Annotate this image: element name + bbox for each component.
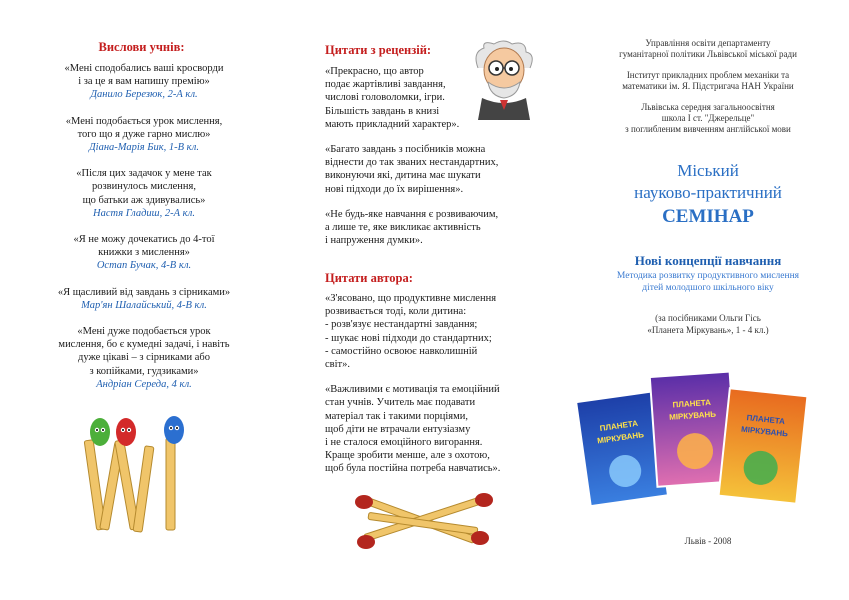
professor-illustration [470, 38, 540, 120]
review-paragraph: «Багато завдань з посібників можна віднести до так званих нестандартних, виконуючи які, дитина має шукати нові підходи до їх вирішення». [325, 144, 499, 195]
seminar-title-main: СЕМІНАР [662, 206, 754, 227]
student-quote [30, 286, 258, 312]
review-paragraph: «Прекрасно, що автор подає жартівливі завдання, числові головоломки, ігри. Більшість завдань в книзі мають прикладний характер». [325, 66, 460, 130]
organizer-3: Львівська середня загальноосвітня школа І ст. "Джерельце" з поглибленим вивченням англійської мови [625, 102, 791, 134]
crossed-matches-illustration [348, 490, 498, 550]
svg-text:ПЛАНЕТА: ПЛАНЕТА [672, 397, 712, 410]
student-quote-text: «Мені сподобались ваші кросворди і за це я вам напишу премію» [64, 63, 224, 88]
svg-text:МІРКУВАНЬ: МІРКУВАНЬ [668, 409, 717, 422]
reviews-heading: Цитати з рецензій: [325, 43, 432, 57]
student-quote [30, 115, 258, 155]
student-quotes-list [30, 62, 258, 404]
student-quote-text: «Мені подобається урок мислення, того що я дуже гарно мислю» [65, 115, 223, 140]
review-paragraph: «Не будь-яке навчання є розвиваючим, а лише те, яке викликає активність і напруження думки». [325, 208, 499, 247]
matches-m-illustration [70, 412, 210, 532]
method-description: Методика розвитку продуктивного мислення дітей молодшого шкільного віку [616, 271, 800, 293]
student-quote-author: Настя Гладиш, 2-А кл. [93, 207, 195, 219]
student-quote [30, 167, 258, 220]
student-quote-author: Мар'ян Шалайський, 4-В кл. [81, 299, 207, 311]
student-quote-text: «Мені дуже подобається урок мислення, бо є кумедні задачі, і навіть дуже цікаві – з сірниками або з копійками, гудзиками» [58, 326, 230, 377]
author-paragraph: «З'ясовано, що продуктивне мислення розвивається тоді, коли дитина: - розв'язує нестандартні завдання; - шукає нові підходи до стандартних; - самостійно освоює навколишній світ». [325, 293, 497, 371]
seminar-subtitle: Нові концепції навчання [634, 253, 782, 268]
book-cover-3 [719, 388, 808, 504]
books-note: (за посібниками Ольги Гісь «Планета Міркувань», 1 - 4 кл.) [647, 313, 769, 335]
student-quote-author: Діана-Марія Бик, 1-В кл. [88, 142, 200, 154]
student-quote-author: Данило Березюк, 2-А кл. [90, 89, 198, 101]
student-quote [30, 233, 258, 273]
student-quote [30, 62, 258, 102]
student-quote-text: «Я щасливий від завдань з сірниками» [57, 286, 231, 298]
author-quotes-heading: Цитати автора: [325, 271, 413, 285]
svg-text:ПЛАНЕТА: ПЛАНЕТА [599, 418, 639, 434]
student-quote-author: Андріан Середа, 4 кл. [96, 378, 192, 390]
organizer-2: Інститут прикладних проблем механіки та математики ім. Я. Підстригача НАН України [622, 70, 794, 91]
book-covers-illustration [578, 366, 808, 511]
student-quote-text: «Після цих задачок у мене так розвинулось мислення, що батьки аж здивувались» [76, 168, 212, 206]
author-quotes-list [325, 292, 540, 488]
student-quote [30, 325, 258, 391]
svg-text:ПЛАНЕТА: ПЛАНЕТА [746, 413, 786, 427]
author-paragraph: «Важливими є мотивація та емоційний стан учнів. Учитель має подавати матеріал так і такими порціями, щоб діти не втрачали ентузіазму і не сталося емоційного вигорання. Краще зробити менше, але з охотою, щоб була постійна потреба навчатись». [325, 384, 501, 475]
city-year: Львів - 2008 [684, 536, 732, 546]
svg-text:МІРКУВАНЬ: МІРКУВАНЬ [596, 430, 645, 446]
student-quote-author: Остап Бучак, 4-В кл. [96, 260, 192, 272]
seminar-title-line: Міський науково-практичний [634, 161, 782, 202]
student-quotes-heading: Вислови учнів: [98, 40, 185, 54]
student-quote-text: «Я не можу дочекатись до 4-тої книжки з мислення» [73, 234, 215, 259]
organizer-1: Управління освіти департаменту гуманітарної політики Львівської міської ради [619, 38, 797, 59]
svg-text:МІРКУВАНЬ: МІРКУВАНЬ [740, 424, 789, 439]
